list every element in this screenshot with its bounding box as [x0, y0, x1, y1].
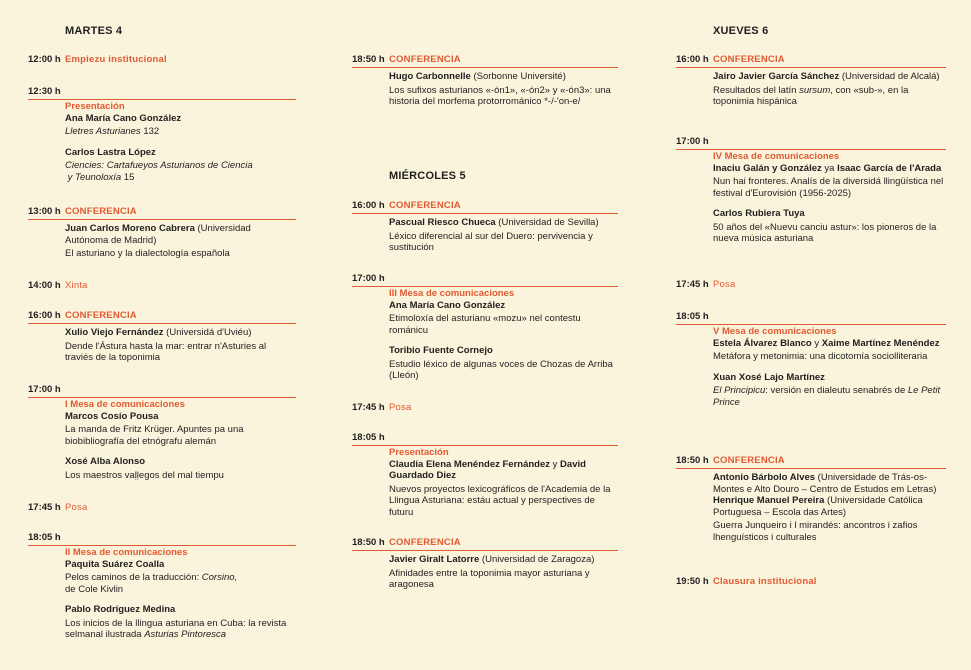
speaker-name: Xulio Viejo Fernández (Universidá d'Uviéu): [65, 327, 252, 338]
schedule-block: [28, 280, 296, 292]
time-label: 14:00 h: [28, 280, 61, 291]
talk-title: Los maestros vaḷḷegos del mal tiempu: [65, 469, 224, 481]
time-label: 18:50 h: [352, 537, 385, 548]
session-title: Presentación: [65, 101, 125, 112]
time-label: 16:00 h: [352, 200, 385, 211]
talk-title: La manda de Fritz Krüger. Apuntes pa una biobibliografía del etnógrafu alemán: [65, 424, 244, 447]
schedule-block: [676, 136, 946, 245]
talk-title: Metáfora y metonimia: una dicotomía sociolliteraria: [713, 351, 928, 362]
talk-title: Los sufixos asturianos «-ón1», «-ón2» y «-ón3»: una historia del morfema protorrománico *-/-'on-e/: [389, 84, 611, 107]
talk-title: Estudio léxico de algunas voces de Chozas de Arriba (Lleón): [389, 358, 613, 381]
speaker-name: Antonio Bárbolo Alves (Universidade de Trás-os-Montes e Alto Douro – Centro de Estudos em Letras): [713, 472, 937, 495]
talk-title: Guerra Junqueiro i l mirandés: ancontros i zafios lhenguísticos i culturales: [713, 520, 918, 543]
session-title: CONFERENCIA: [65, 206, 137, 217]
speaker-name: Juan Carlos Moreno Cabrera (Universidad Autónoma de Madrid): [65, 223, 251, 246]
time-label: 12:00 h: [28, 54, 61, 65]
speaker-name: Ana María Cano González: [389, 299, 506, 311]
speaker-name: Carlos Rubiera Tuya: [713, 208, 805, 219]
talk-title: Léxico diferencial al sur del Duero: pervivencia y sustitución: [389, 230, 593, 253]
schedule-block: [28, 384, 296, 481]
schedule-block: [676, 279, 946, 291]
session-title: Presentación: [389, 447, 449, 458]
session-title: Posa: [65, 502, 88, 513]
day-heading: MIÉRCOLES 5: [389, 170, 466, 182]
speaker-name: Carlos Lastra López: [65, 146, 156, 158]
schedule-block: [352, 54, 618, 108]
speaker-name: Estela Álvarez Blanco y Xaime Martínez Menéndez: [713, 337, 940, 349]
day-heading: XUEVES 6: [713, 25, 769, 37]
speaker-name: Toribio Fuente Cornejo: [389, 345, 493, 356]
session-title: Clausura institucional: [713, 576, 817, 587]
schedule-block: [352, 537, 618, 591]
time-label: 17:00 h: [352, 273, 385, 284]
speaker-name: Jairo Javier García Sánchez (Universidad de Alcalá): [713, 71, 940, 82]
time-label: 17:45 h: [676, 279, 709, 290]
speaker-name: Javier Giralt Latorre (Universidad de Zaragoza): [389, 554, 595, 565]
schedule-block: [352, 432, 618, 518]
speaker-name: Pablo Rodríguez Medina: [65, 604, 176, 615]
schedule-block: [352, 402, 618, 414]
schedule-block: [28, 54, 296, 66]
session-title: Posa: [713, 279, 736, 290]
session-title: Xinta: [65, 280, 88, 291]
session-title: III Mesa de comunicaciones: [389, 288, 515, 299]
time-label: 18:05 h: [676, 311, 709, 322]
talk-title: 50 años del «Nuevu canciu astur»: los pioneros de la nueva música asturiana: [713, 221, 937, 244]
session-title: II Mesa de comunicaciones: [65, 547, 188, 558]
schedule-block: [28, 310, 296, 364]
time-label: 17:45 h: [352, 402, 385, 413]
session-title: CONFERENCIA: [713, 455, 785, 466]
time-label: 12:30 h: [28, 86, 61, 97]
talk-title: El asturiano y la dialectología española: [65, 248, 230, 259]
schedule-block: [28, 502, 296, 514]
session-title: V Mesa de comunicaciones: [713, 326, 837, 337]
speaker-name: Inaciu Galán y González ya Isaac García de l'Arada: [713, 162, 942, 174]
session-title: CONFERENCIA: [713, 54, 785, 65]
speaker-name: Hugo Carbonnelle (Sorbonne Université): [389, 71, 566, 82]
time-label: 18:05 h: [28, 532, 61, 543]
schedule-block: 16:00 h CONFERENCIA Jairo Javier García Sánchez (Universidad de Alcalá) Resultados del latín sursum, con «sub-», en la toponimia hispánica: [676, 54, 946, 108]
talk-title: Nun hai fronteres. Analís de la diversidá llingüística nel festival d'Eurovisión (1956-2025): [713, 176, 944, 199]
session-title: IV Mesa de comunicaciones: [713, 151, 840, 162]
speaker-name: Xuan Xosé Lajo Martínez: [713, 371, 825, 383]
time-label: 16:00 h: [28, 310, 61, 321]
time-label: 18:05 h: [352, 432, 385, 443]
schedule-block: 12:30 h Presentación Ana María Cano González Lletres Asturianes 132 Carlos Lastra López Ciencies: Cartafueyos Asturianos de Ciencia y Teunoloxía 15: [28, 86, 296, 183]
time-label: 18:50 h: [676, 455, 709, 466]
time-label: 16:00 h: [676, 54, 709, 65]
speaker-name: Xosé Alba Alonso: [65, 456, 146, 467]
day-heading: MARTES 4: [65, 25, 123, 37]
session-title: I Mesa de comunicaciones: [65, 399, 185, 410]
schedule-block: [28, 206, 296, 260]
speaker-name: Henrique Manuel Pereira (Universidade Católica Portuguesa – Escola das Artes): [713, 495, 923, 518]
session-title: CONFERENCIA: [389, 54, 461, 65]
speaker-name: Marcos Cosío Pousa: [65, 410, 159, 422]
time-label: 17:45 h: [28, 502, 61, 513]
schedule-block: [352, 200, 618, 254]
talk-title: Nuevos proyectos lexicográficos de l'Academia de la Llingua Asturiana: estáu actual y perspectives de futuru: [389, 483, 611, 518]
session-title: Posa: [389, 402, 412, 413]
schedule-block: [676, 455, 946, 543]
time-label: 13:00 h: [28, 206, 61, 217]
speaker-name: Ana María Cano González: [65, 112, 182, 124]
time-label: 17:00 h: [676, 136, 709, 147]
session-title: CONFERENCIA: [389, 200, 461, 211]
talk-title: Dende l'Ástura hasta la mar: entrar n'Asturies al traviés de la toponimia: [65, 340, 267, 363]
time-label: 19:50 h: [676, 576, 709, 587]
session-title: CONFERENCIA: [389, 537, 461, 548]
speaker-name: Paquita Suárez Coalla: [65, 558, 165, 570]
schedule-block: [676, 576, 946, 588]
session-title: Empiezu institucional: [65, 54, 167, 65]
talk-title: Afinidades entre la toponimia mayor asturiana y aragonesa: [389, 567, 590, 590]
talk-title: Etimoloxía del asturianu «mozu» nel contestu románicu: [389, 313, 581, 336]
schedule-block: 18:05 h V Mesa de comunicaciones Estela Álvarez Blanco y Xaime Martínez Menéndez Metáfora y metonimia: una dicotomía sociolliteraria Xuan Xosé Lajo Martínez El Principicu: versión en dialeutu senabrés de Le Petit Prince: [676, 311, 946, 408]
time-label: 17:00 h: [28, 384, 61, 395]
session-title: CONFERENCIA: [65, 310, 137, 321]
speaker-name: Pascual Riesco Chueca (Universidad de Sevilla): [389, 217, 599, 228]
time-label: 18:50 h: [352, 54, 385, 65]
schedule-block: [352, 273, 618, 382]
schedule-block: 18:05 h II Mesa de comunicaciones Paquita Suárez Coalla Pelos caminos de la traducción: Corsino, de Cole Kivlin Pablo Rodríguez Medina Los inicios de la llingua asturiana en Cuba: la revista selmanal ilustrada Asturias Pintoresca: [28, 532, 296, 641]
speaker-name: Claudia Elena Menéndez Fernández y David Guardado Diez: [389, 458, 586, 481]
